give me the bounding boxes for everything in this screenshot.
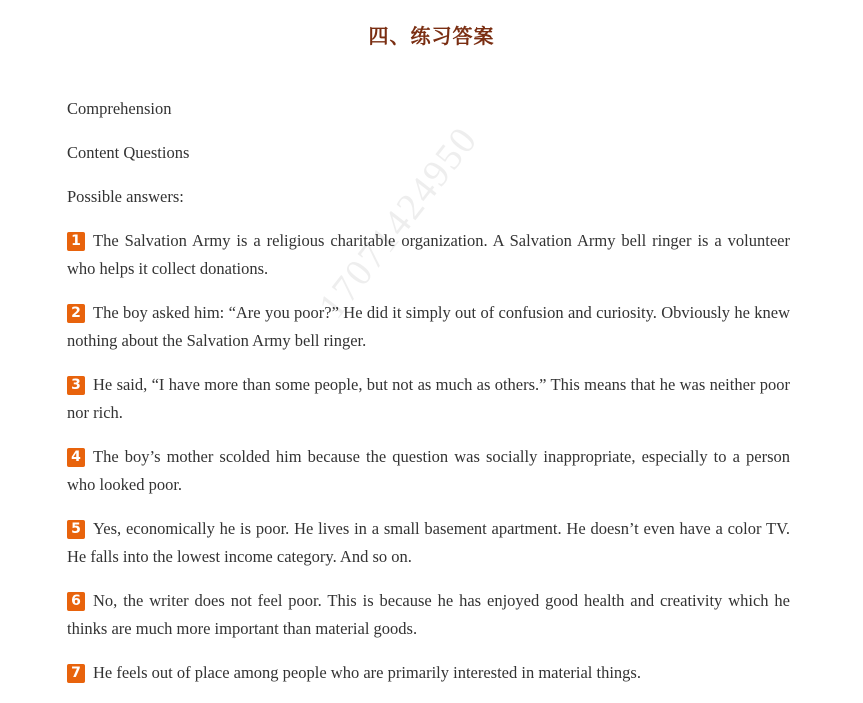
number-badge: 5 xyxy=(67,520,85,539)
number-badge: 1 xyxy=(67,232,85,251)
heading-content-questions: Content Questions xyxy=(67,143,190,162)
number-badge: 2 xyxy=(67,304,85,323)
number-badge: 6 xyxy=(67,592,85,611)
heading-possible-answers: Possible answers: xyxy=(67,187,184,206)
answer-text: The Salvation Army is a religious charitable organization. A Salvation Army bell ringer is a volunteer who helps it collect donations. xyxy=(67,231,790,278)
answer-text: No, the writer does not feel poor. This is because he has enjoyed good health and creativity which he thinks are much more important than material goods. xyxy=(67,591,790,638)
answer-item xyxy=(67,299,790,355)
heading-comprehension: Comprehension xyxy=(67,99,172,118)
answer-text: Yes, economically he is poor. He lives in a small basement apartment. He doesn’t even have a color TV. He falls into the lowest income category. And so on. xyxy=(67,519,790,566)
document-body xyxy=(67,95,790,703)
answer-text: The boy asked him: “Are you poor?” He did it simply out of confusion and curiosity. Obviously he knew nothing about the Salvation Army bell ringer. xyxy=(67,303,790,350)
answer-item xyxy=(67,659,790,687)
answer-text: He said, “I have more than some people, but not as much as others.” This means that he was neither poor nor rich. xyxy=(67,375,790,422)
answer-item xyxy=(67,371,790,427)
answer-text: The boy’s mother scolded him because the question was socially inappropriate, especially to a person who looked poor. xyxy=(67,447,790,494)
answer-item xyxy=(67,587,790,643)
number-badge: 7 xyxy=(67,664,85,683)
watermark: 17071424950 xyxy=(310,118,487,327)
answer-item xyxy=(67,443,790,499)
answer-item xyxy=(67,227,790,283)
number-badge: 3 xyxy=(67,376,85,395)
answer-text: He feels out of place among people who are primarily interested in material things. xyxy=(93,663,641,682)
number-badge: 4 xyxy=(67,448,85,467)
page-title: 四、练习答案 xyxy=(368,24,495,48)
answer-item xyxy=(67,515,790,571)
